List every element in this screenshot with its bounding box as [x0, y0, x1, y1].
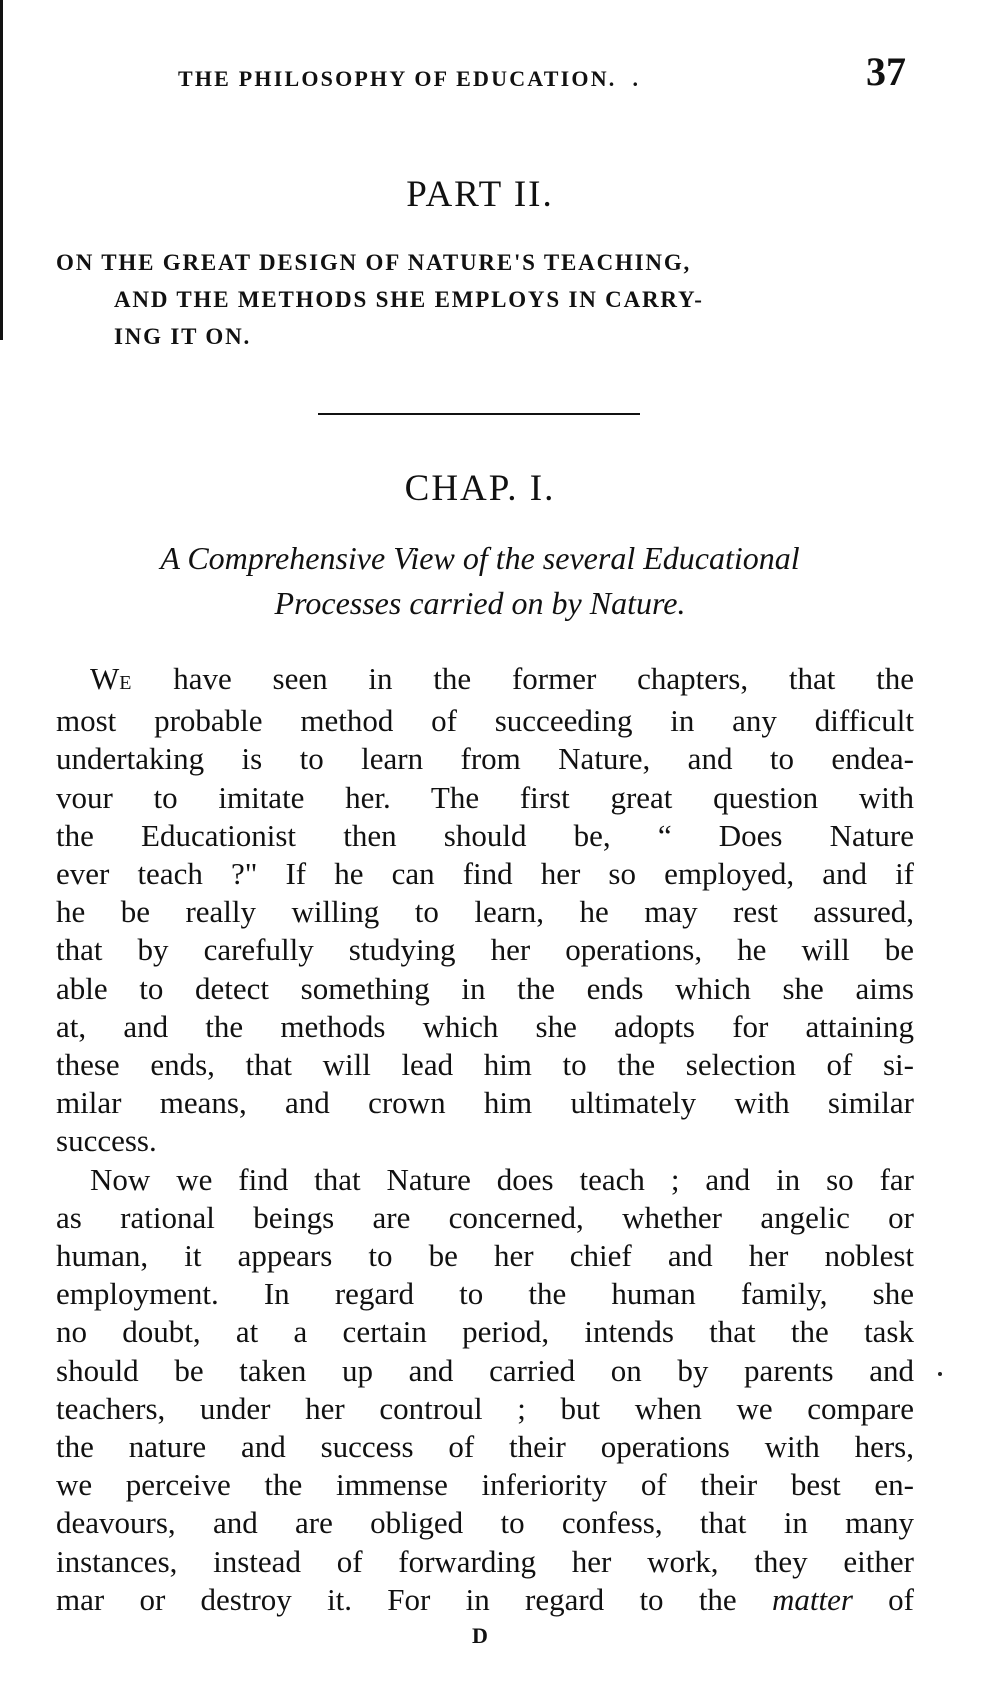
drop-letter: W [90, 661, 120, 696]
text-line: should be taken up and carried on by parents and [56, 1352, 914, 1388]
text-line: success. [56, 1123, 157, 1159]
chapter-subtitle-line: A Comprehensive View of the several Educational [160, 540, 800, 576]
chapter-subtitle [60, 536, 900, 626]
text-line: able to detect something in the ends which she aims [56, 970, 914, 1006]
section-divider [318, 413, 640, 415]
text-line: employment. In regard to the human family, she [56, 1276, 914, 1312]
body-text [56, 660, 914, 1619]
text-line: the nature and success of their operations with hers, [56, 1429, 914, 1465]
text-line: ever teach ?" If he can find her so employed, and if [56, 856, 914, 892]
part-subtitle-line: ON THE GREAT DESIGN OF NATURE'S TEACHING, [56, 250, 692, 275]
part-subtitle-line: ING IT ON. [114, 324, 252, 349]
signature-mark: D [472, 1623, 488, 1648]
chapter-title: CHAP. I. [404, 468, 556, 509]
paragraph-1-first-line [56, 660, 914, 702]
text-line: instances, instead of forwarding her work, they either [56, 1543, 914, 1579]
first-line-rest: have seen in the former chapters, that the [132, 661, 914, 696]
final-line-end: of [852, 1581, 914, 1617]
text-line: milar means, and crown him ultimately with similar [56, 1085, 914, 1121]
text-line: Now we find that Nature does teach ; and in so far [90, 1161, 914, 1197]
text-line-final [56, 1581, 914, 1619]
final-line-start: mar or destroy it. For in regard to the [56, 1581, 772, 1617]
small-cap-letter: E [119, 672, 133, 694]
text-line: the Educationist then should be, “ Does Nature [56, 817, 914, 853]
page-number: 37 [866, 49, 906, 94]
part-subtitle [56, 244, 906, 355]
part-title: PART II. [406, 174, 554, 215]
running-head [178, 66, 640, 92]
running-mark: . [632, 66, 641, 91]
emphasis-word: matter [771, 1581, 853, 1617]
text-line: teachers, under her controul ; but when we compare [56, 1390, 914, 1426]
text-line: no doubt, at a certain period, intends that the task [56, 1314, 914, 1350]
text-line: most probable method of succeeding in any difficult [56, 703, 914, 739]
part-subtitle-line: AND THE METHODS SHE EMPLOYS IN CARRY- [114, 287, 704, 312]
text-line: deavours, and are obliged to confess, that in many [56, 1505, 914, 1541]
text-line: vour to imitate her. The first great question with [56, 779, 914, 815]
text-line: he be really willing to learn, he may rest assured, [56, 894, 914, 930]
chapter-subtitle-line: Processes carried on by Nature. [274, 585, 686, 621]
text-line: these ends, that will lead him to the selection of si- [56, 1047, 914, 1083]
text-line: at, and the methods which she adopts for attaining [56, 1008, 914, 1044]
text-line: that by carefully studying her operations, he will be [56, 932, 914, 968]
page-edge-line [0, 0, 3, 340]
margin-speck [938, 1372, 942, 1376]
text-line: undertaking is to learn from Nature, and to endea- [56, 741, 914, 777]
text-line: as rational beings are concerned, whether angelic or [56, 1199, 914, 1235]
text-line: human, it appears to be her chief and her noblest [56, 1238, 914, 1274]
text-line: we perceive the immense inferiority of their best en- [56, 1467, 914, 1503]
running-title: THE PHILOSOPHY OF EDUCATION. [178, 66, 617, 91]
